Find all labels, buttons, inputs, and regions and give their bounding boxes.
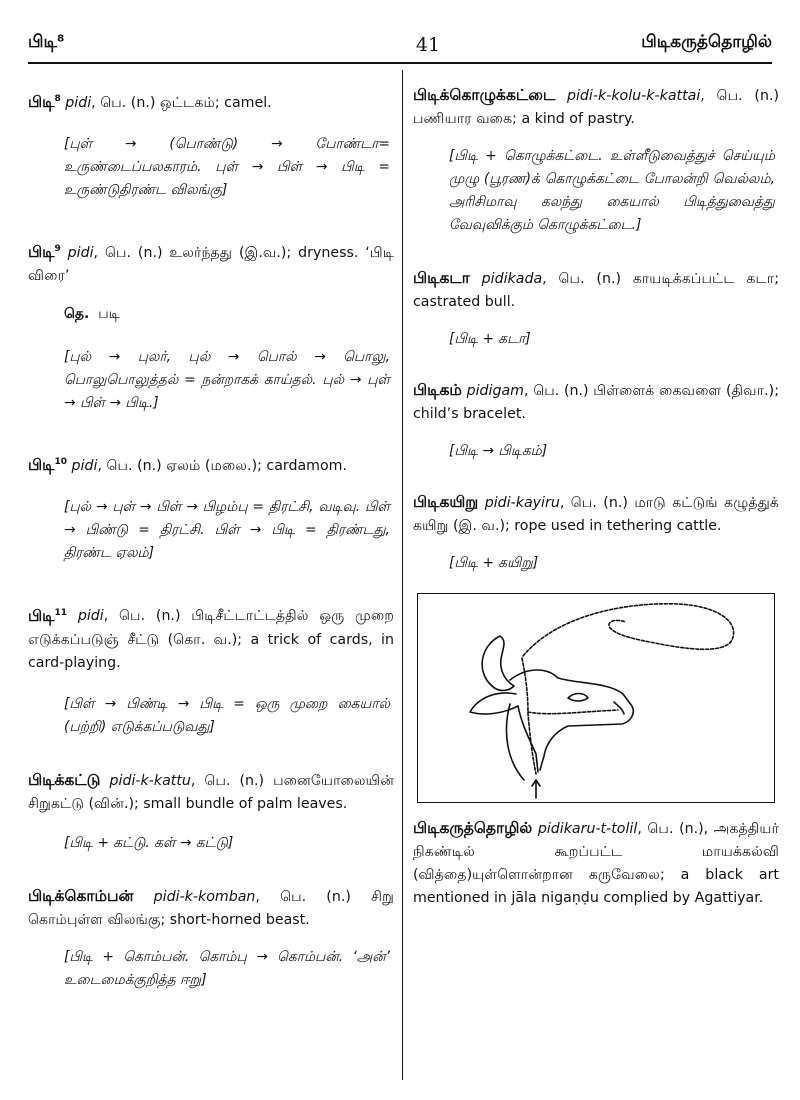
etymology: [புல் → புலர், புல் → பொல் → பொலு, பொலுபொலுத்தல் = நன்றாகக் காய்தல். புல் → புள் → பிள் → பிடி.] bbox=[64, 349, 390, 412]
bull-head-illustration bbox=[418, 594, 774, 800]
definition: , பெ. (n.) காயடிக்கப்பட்ட கடா; castrated bull. bbox=[413, 271, 779, 310]
transliteration: pidi bbox=[77, 608, 104, 625]
definition: , பெ. (n.) ஏலம் (மலை.); cardamom. bbox=[97, 458, 348, 475]
definition: , பெ. (n.) பனையோலையின் சிறுகட்டு (வின்.); small bundle of palm leaves. bbox=[28, 772, 395, 812]
entry-pidikaruttolil bbox=[413, 817, 779, 910]
etymology: [புல் → புள் → பிள் → பிழம்பு = திரட்சி, வடிவு. பிள் → பிண்டு = திரட்சி. பிள் → பிடி = திரண்டது, திரண்ட ஏலம்] bbox=[64, 499, 390, 562]
headword: பிடிகம் bbox=[413, 381, 462, 399]
column-divider bbox=[402, 70, 403, 1080]
horn bbox=[482, 636, 514, 691]
entry-pidi-11 bbox=[28, 601, 394, 674]
headword: பிடிக்கட்டு bbox=[28, 770, 101, 789]
entry-pidi-8 bbox=[28, 88, 394, 115]
etymology: [பிடி + கொழுக்கட்டை. உள்ளீடுவைத்துச் செய்யும் முழு (பூரண)க் கொழுக்கட்டை போலன்றி வெல்லம், அரிசிமாவு கலந்து கையால் பிடித்துவைத்து வேவுவிக்கும் கொழுக்கட்டை.] bbox=[449, 148, 775, 233]
etymology: [பிடி + கடா] bbox=[449, 331, 531, 347]
entry-pidikkattu bbox=[28, 769, 394, 816]
entry-pidikkomban bbox=[28, 885, 394, 932]
entry-pidikada bbox=[413, 267, 779, 314]
transliteration: pidikaru-t-tolil bbox=[537, 821, 638, 837]
transliteration: pidi-k-kolu-k-kattai bbox=[566, 88, 701, 104]
headword: பிடி$^{10}$ bbox=[28, 456, 68, 475]
running-head-left: பிடி⁸ bbox=[28, 32, 65, 52]
headword: பிடி$^{11}$ bbox=[28, 606, 68, 625]
cognate bbox=[64, 306, 394, 324]
etymology: [பிடி → பிடிகம்] bbox=[449, 443, 548, 459]
transliteration: pidi-kayiru bbox=[484, 495, 560, 511]
etymology: [பிடி + கட்டு. கள் → கட்டு] bbox=[64, 834, 234, 851]
headword: பிடிகடா bbox=[413, 269, 470, 287]
page-number: 41 bbox=[415, 34, 441, 56]
etymology: [பிள் → பிண்டி → பிடி = ஒரு முறை கையால் (பற்றி) எடுக்கப்படுவது] bbox=[64, 695, 390, 735]
rope-loop bbox=[523, 604, 734, 656]
page-header bbox=[28, 30, 772, 64]
definition: , பெ. (n.), அகத்தியர் நிகண்டில் கூறப்பட்ட மாயக்கல்வி (வித்தை)யுள்ளொன்றான கருவேலை; a black art mentioned in jāla nigaṇḍu complied by Agattiyar. bbox=[413, 821, 780, 906]
entry-pidigam bbox=[413, 379, 779, 426]
definition: , பெ. (n.) உலர்ந்தது (இ.வ.); dryness. ‘பிடி விரை’ bbox=[28, 245, 394, 285]
etymology: [பிடி + கொம்பன். கொம்பு → கொம்பன். ‘அன்’ உடைமைக்குறித்த ஈறு] bbox=[64, 948, 390, 988]
entry-pidi-9 bbox=[28, 238, 394, 288]
headword: பிடி$^9$ bbox=[28, 243, 61, 262]
header-rule bbox=[28, 62, 772, 64]
entry-pidi-10 bbox=[28, 451, 394, 478]
ear bbox=[470, 693, 518, 714]
illustration-bull-with-rope bbox=[417, 593, 775, 803]
jaw-neck bbox=[506, 704, 538, 780]
muzzle bbox=[614, 702, 624, 714]
right-column bbox=[413, 78, 779, 910]
definition: , பெ. (n.) மாடு கட்டுங் கழுத்துக் கயிறு (இ. வ.); rope used in tethering cattle. bbox=[413, 495, 780, 534]
transliteration: pidi bbox=[67, 245, 94, 262]
definition: , பெ. (n.) ஒட்டகம்; camel. bbox=[91, 95, 272, 112]
headword: பிடிக்கொம்பன் bbox=[28, 886, 134, 905]
definition: , பெ. (n.) பிடிசீட்டாட்டத்தில் ஒரு முறை எடுக்கப்படுஞ் சீட்டு (கொ. வ.); a trick of cards, in card-playing. bbox=[28, 608, 395, 671]
definition: , பெ. (n.) பிள்ளைக் கைவளை (திவா.); child’s bracelet. bbox=[413, 383, 779, 422]
transliteration: pidi bbox=[71, 458, 98, 475]
pointer-arrow bbox=[532, 780, 540, 798]
definition: , பெ. (n.) பணியார வகை; a kind of pastry. bbox=[413, 88, 779, 127]
transliteration: pidi-k-kattu bbox=[109, 772, 191, 789]
headword: பிடிகருத்தொழில் bbox=[413, 819, 533, 837]
headword: பிடிக்கொழுக்கட்டை bbox=[413, 86, 556, 104]
entry-pidikkolukkattai bbox=[413, 84, 779, 131]
left-column bbox=[28, 78, 394, 992]
cognate-word: படி bbox=[98, 306, 120, 323]
cognate-language: தெ. bbox=[64, 306, 90, 323]
headword: பிடிகயிறு bbox=[413, 493, 479, 511]
etymology: [புள் → (பொண்டு) → போண்டா= உருண்டைப்பலகாரம். புள் → பிள் → பிடி = உருண்டுதிரண்ட விலங்கு] bbox=[64, 136, 390, 199]
transliteration: pidi bbox=[65, 95, 92, 112]
headword: பிடி$^8$ bbox=[28, 93, 61, 112]
transliteration: pidi-k-komban bbox=[153, 888, 256, 905]
definition: , பெ. (n.) சிறு கொம்புள்ள விலங்கு; short-horned beast. bbox=[28, 888, 394, 928]
transliteration: pidikada bbox=[481, 271, 543, 287]
eye bbox=[568, 694, 588, 702]
entry-pidikayiru bbox=[413, 491, 779, 538]
transliteration: pidigam bbox=[466, 383, 524, 399]
etymology: [பிடி + கயிறு] bbox=[449, 555, 539, 571]
running-head-right: பிடிகருத்தொழில் bbox=[641, 32, 772, 52]
